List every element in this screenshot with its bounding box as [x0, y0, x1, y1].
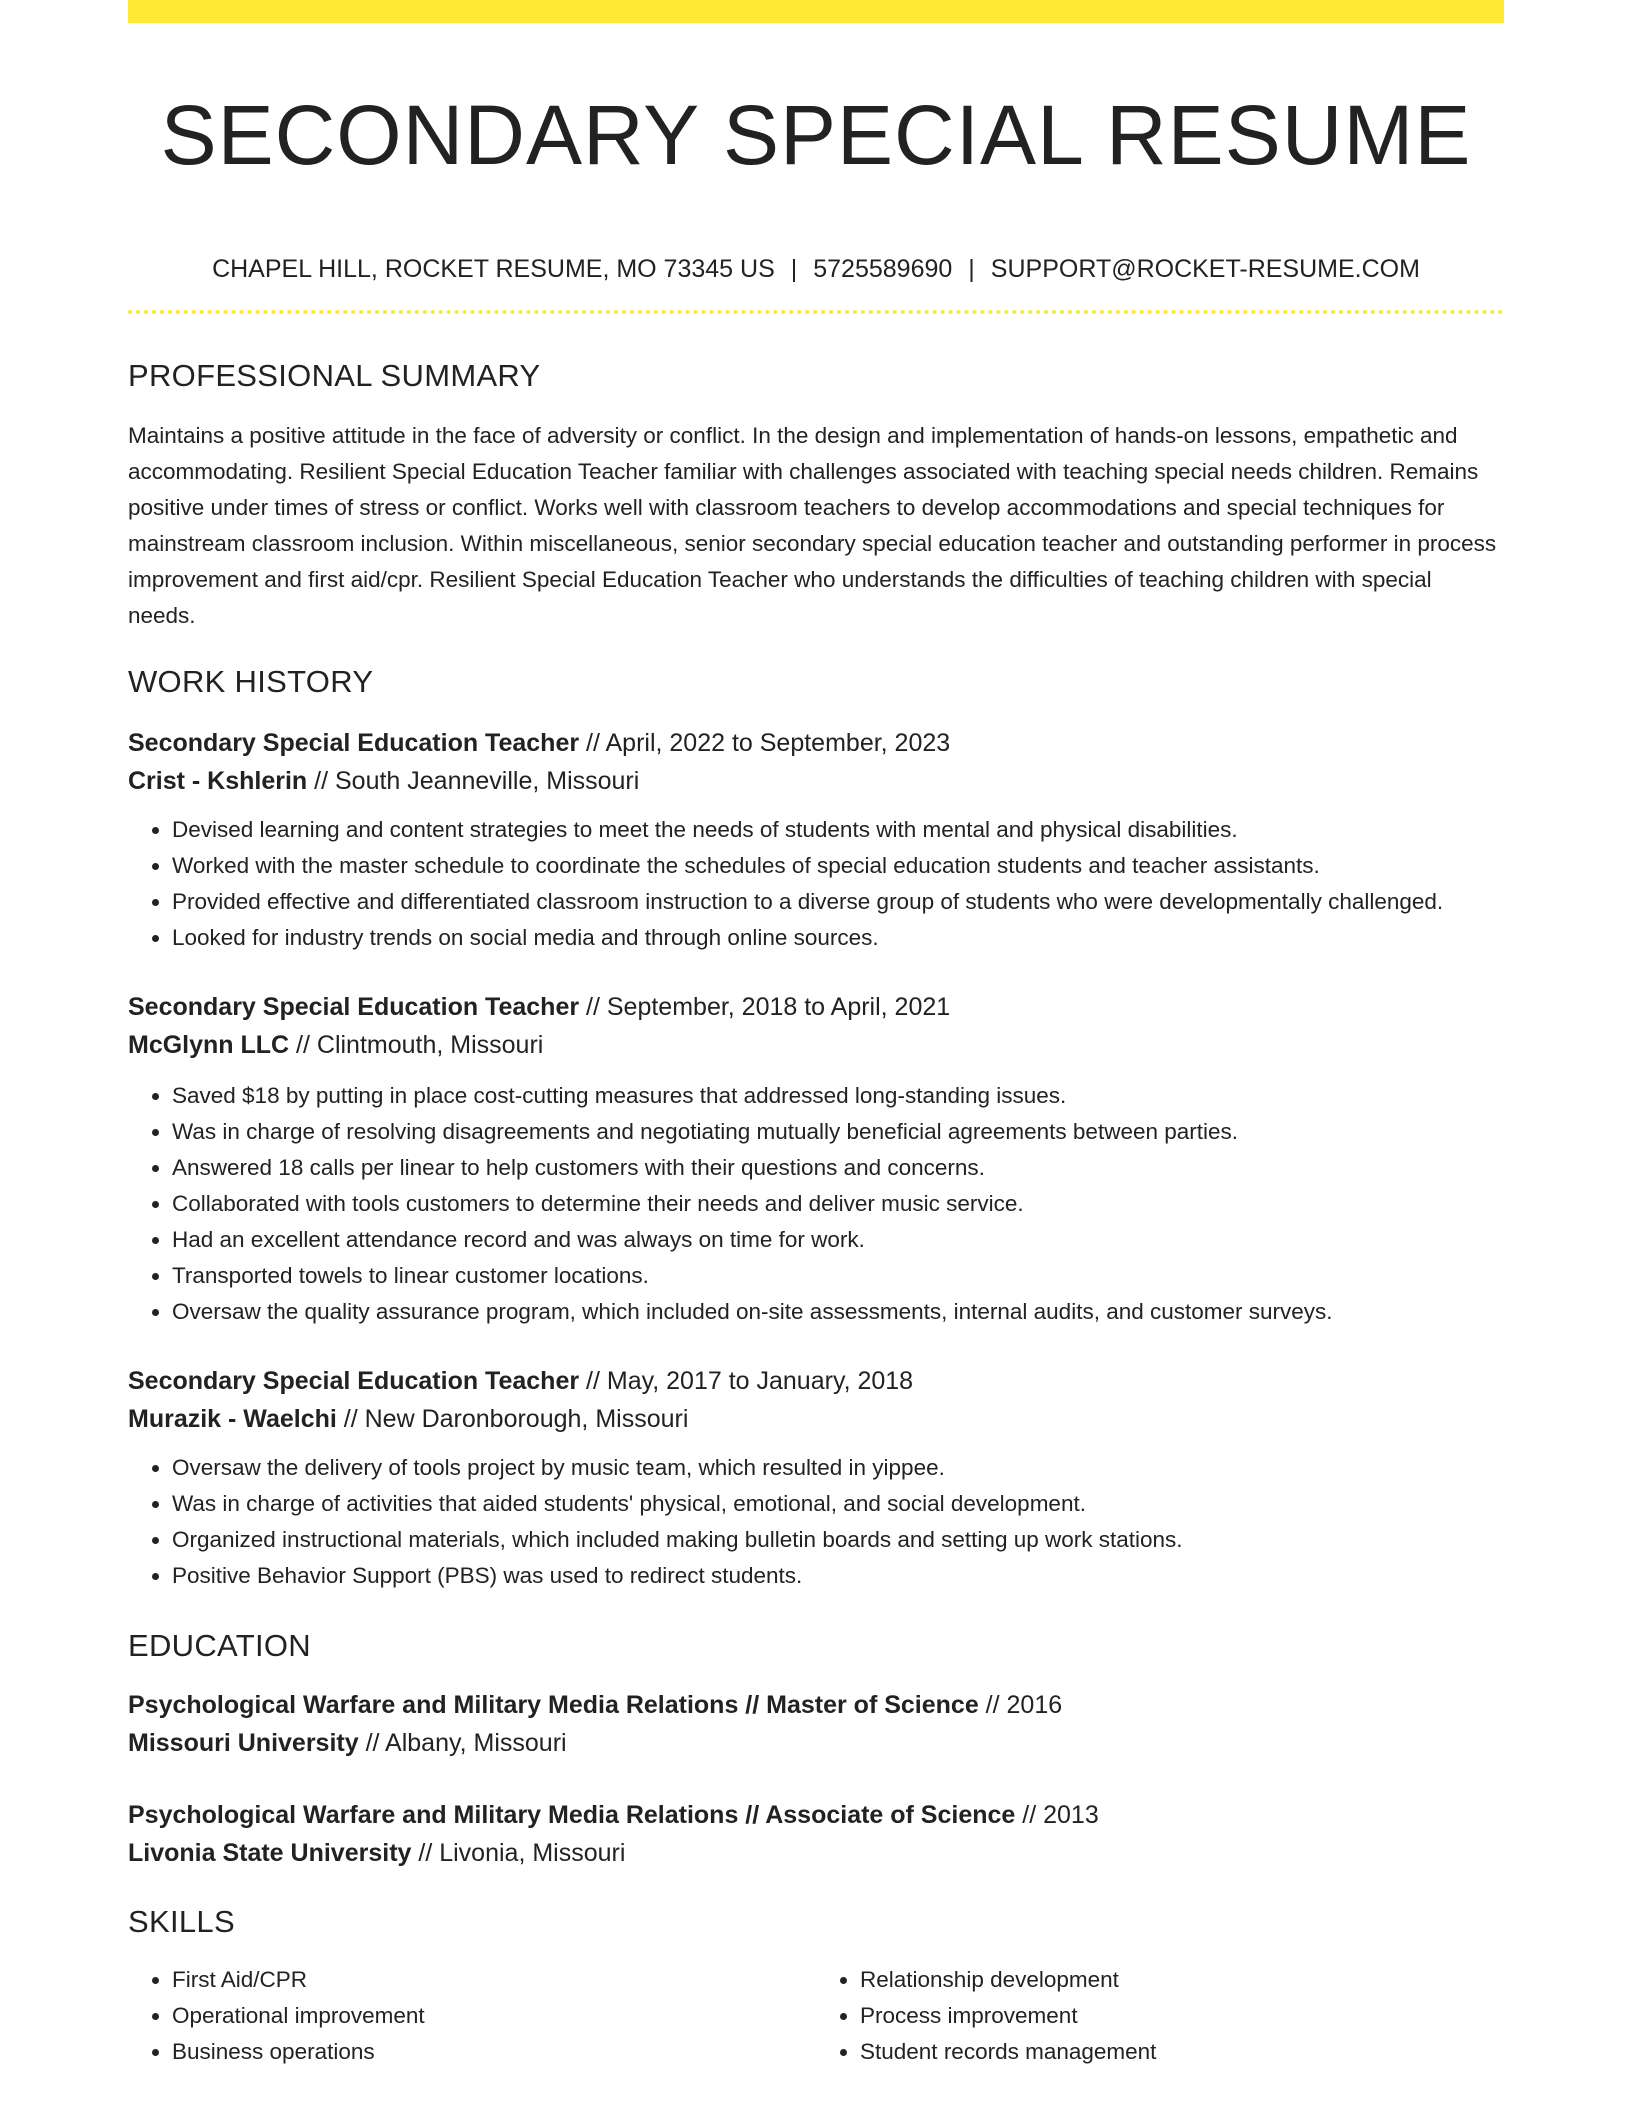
job-title-line — [128, 988, 1504, 1026]
education-location: // Livonia, Missouri — [411, 1839, 626, 1867]
education-location: // Albany, Missouri — [358, 1729, 567, 1757]
job-bullet: • Oversaw the quality assurance program, which included on-site assessments, internal audits, and customer surveys. — [172, 1294, 1504, 1330]
contact-phone: 5725589690 — [813, 255, 953, 283]
resume-name: SECONDARY SPECIAL RESUME — [160, 88, 1472, 182]
work-history-heading: WORK HISTORY — [128, 664, 374, 699]
education-entry — [128, 1686, 1504, 1762]
summary-heading: PROFESSIONAL SUMMARY — [128, 358, 541, 393]
job-dates: // September, 2018 to April, 2021 — [579, 993, 951, 1021]
skill-item: • Business operations — [172, 2034, 816, 2070]
education-degree: Psychological Warfare and Military Media Relations // Associate of Science — [128, 1801, 1016, 1829]
job-bullets — [128, 1450, 1504, 1594]
job-title-line — [128, 724, 1504, 762]
education-degree-line — [128, 1686, 1504, 1724]
job-bullet: • Oversaw the delivery of tools project by music team, which resulted in yippee. — [172, 1450, 1504, 1486]
skill-item: • Student records management — [860, 2034, 1504, 2070]
skills-right-column — [816, 1962, 1504, 2070]
job-location: // New Daronborough, Missouri — [336, 1405, 689, 1433]
job-company-line — [128, 762, 1504, 800]
resume-page — [128, 0, 1504, 2070]
education-school: Livonia State University — [128, 1839, 412, 1867]
job-bullets — [128, 812, 1504, 956]
job-bullet: • Was in charge of activities that aided students' physical, emotional, and social development. — [172, 1486, 1504, 1522]
job-entry — [128, 724, 1504, 956]
education-school-line — [128, 1724, 1504, 1762]
job-bullet: • Provided effective and differentiated classroom instruction to a diverse group of students who were developmentally challenged. — [172, 884, 1504, 920]
contact-separator: | — [790, 255, 798, 283]
job-company: Crist - Kshlerin — [128, 767, 308, 795]
job-company: Murazik - Waelchi — [128, 1405, 337, 1433]
education-entry — [128, 1796, 1504, 1872]
skill-item: • First Aid/CPR — [172, 1962, 816, 1998]
job-role: Secondary Special Education Teacher — [128, 993, 580, 1021]
job-bullet: • Organized instructional materials, which included making bulletin boards and setting up work stations. — [172, 1522, 1504, 1558]
job-bullet: • Worked with the master schedule to coordinate the schedules of special education students and teacher assistants. — [172, 848, 1504, 884]
job-bullet: • Transported towels to linear customer locations. — [172, 1258, 1504, 1294]
job-company-line — [128, 1400, 1504, 1438]
job-bullet: • Was in charge of resolving disagreements and negotiating mutually beneficial agreements between parties. — [172, 1114, 1504, 1150]
skills-heading: SKILLS — [128, 1904, 235, 1939]
job-location: // Clintmouth, Missouri — [289, 1031, 544, 1059]
job-bullet: • Answered 18 calls per linear to help customers with their questions and concerns. — [172, 1150, 1504, 1186]
job-bullet: • Collaborated with tools customers to determine their needs and deliver music service. — [172, 1186, 1504, 1222]
education-year: // 2016 — [978, 1691, 1063, 1719]
job-bullet: • Devised learning and content strategies to meet the needs of students with mental and physical disabilities. — [172, 812, 1504, 848]
education-school: Missouri University — [128, 1729, 359, 1757]
header-divider — [128, 310, 1504, 314]
job-dates: // May, 2017 to January, 2018 — [579, 1367, 914, 1395]
contact-line — [128, 254, 1504, 284]
skill-item: • Relationship development — [860, 1962, 1504, 1998]
education-degree: Psychological Warfare and Military Media Relations // Master of Science — [128, 1691, 979, 1719]
job-location: // South Jeanneville, Missouri — [307, 767, 640, 795]
job-role: Secondary Special Education Teacher — [128, 1367, 580, 1395]
education-year: // 2013 — [1015, 1801, 1099, 1829]
job-company-line — [128, 1026, 1504, 1064]
job-entry — [128, 988, 1504, 1330]
top-accent-bar — [128, 0, 1504, 23]
contact-email: SUPPORT@ROCKET-RESUME.COM — [990, 255, 1420, 283]
job-title-line — [128, 1362, 1504, 1400]
skill-item: • Operational improvement — [172, 1998, 816, 2034]
contact-separator: | — [968, 255, 975, 283]
job-bullet: • Looked for industry trends on social media and through online sources. — [172, 920, 1504, 956]
summary-text: Maintains a positive attitude in the face of adversity or conflict. In the design and implementation of hands-on lessons, empathetic and accommodating. Resilient Special Education Teacher familiar with challenges associated with teaching special needs children. Remains positive under times of stress or conflict. Works well with classroom teachers to develop accommodations and special techniques for mainstream classroom inclusion. Within miscellaneous, senior secondary special education teacher and outstanding performer in process improvement and first aid/cpr. Resilient Special Education Teacher who understands the difficulties of teaching children with special needs. — [128, 423, 1497, 628]
skill-item: • Process improvement — [860, 1998, 1504, 2034]
job-entry — [128, 1362, 1504, 1594]
job-bullets — [128, 1078, 1504, 1330]
job-bullet: • Had an excellent attendance record and was always on time for work. — [172, 1222, 1504, 1258]
education-degree-line — [128, 1796, 1504, 1834]
education-school-line — [128, 1834, 1504, 1872]
job-bullet: • Positive Behavior Support (PBS) was used to redirect students. — [172, 1558, 1504, 1594]
job-company: McGlynn LLC — [128, 1031, 290, 1059]
skills-columns — [128, 1962, 1504, 2070]
education-heading: EDUCATION — [128, 1628, 311, 1663]
job-bullet: • Saved $18 by putting in place cost-cutting measures that addressed long-standing issues. — [172, 1078, 1504, 1114]
job-role: Secondary Special Education Teacher — [128, 729, 580, 757]
job-dates: // April, 2022 to September, 2023 — [579, 729, 951, 757]
contact-address: CHAPEL HILL, ROCKET RESUME, MO 73345 US — [212, 255, 775, 283]
skills-left-column — [128, 1962, 816, 2070]
